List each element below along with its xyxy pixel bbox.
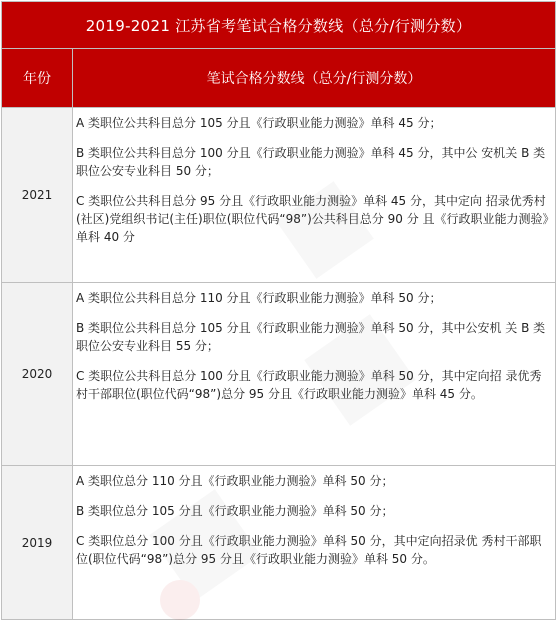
- header-row: [2, 49, 556, 108]
- rules-cell: [73, 283, 556, 466]
- table-row: [2, 283, 556, 466]
- rule-text: B 类职位总分 105 分且《行政职业能力测验》单科 50 分；: [76, 504, 394, 518]
- rules-cell: [73, 466, 556, 620]
- year-cell: 2020: [2, 283, 73, 466]
- rule-text: B 类职位公共科目总分 100 分且《行政职业能力测验》单科 45 分，其中公 安机关 B 类职位公安专业科目 50 分；: [76, 146, 546, 178]
- rule-text: A 类职位公共科目总分 105 分且《行政职业能力测验》单科 45 分；: [76, 116, 442, 130]
- header-score: 笔试合格分数线（总分/行测分数）: [73, 49, 556, 108]
- rule-text: B 类职位公共科目总分 105 分且《行政职业能力测验》单科 50 分，其中公安机 关 B 类职位公安专业科目 55 分；: [76, 321, 546, 353]
- year-cell: 2019: [2, 466, 73, 620]
- rule-text: C 类职位总分 100 分且《行政职业能力测验》单科 50 分，其中定向招录优 秀村干部职位(职位代码“98”)总分 95 分且《行政职业能力测验》单科 50 分。: [76, 534, 542, 566]
- rule-text: C 类职位公共科目总分 95 分且《行政职业能力测验》单科 45 分，其中定向 招录优秀村(社区)党组织书记(主任)职位(职位代码“98”)公共科目总分 90 分 且《行政职业能力测验》单科 40 分: [76, 194, 549, 244]
- rule-text: A 类职位总分 110 分且《行政职业能力测验》单科 50 分；: [76, 474, 394, 488]
- rule-text: A 类职位公共科目总分 110 分且《行政职业能力测验》单科 50 分；: [76, 291, 442, 305]
- year-cell: 2021: [2, 108, 73, 283]
- title-row: [2, 2, 556, 49]
- table-row: [2, 466, 556, 620]
- score-table: [1, 1, 556, 620]
- rules-cell: [73, 108, 556, 283]
- header-year: 年份: [2, 49, 73, 108]
- table-row: [2, 108, 556, 283]
- rule-text: C 类职位公共科目总分 100 分且《行政职业能力测验》单科 50 分，其中定向招 录优秀村干部职位(职位代码“98”)总分 95 分且《行政职业能力测验》单科 45 分。: [76, 369, 542, 401]
- table-title: 2019-2021 江苏省考笔试合格分数线（总分/行测分数）: [2, 2, 556, 49]
